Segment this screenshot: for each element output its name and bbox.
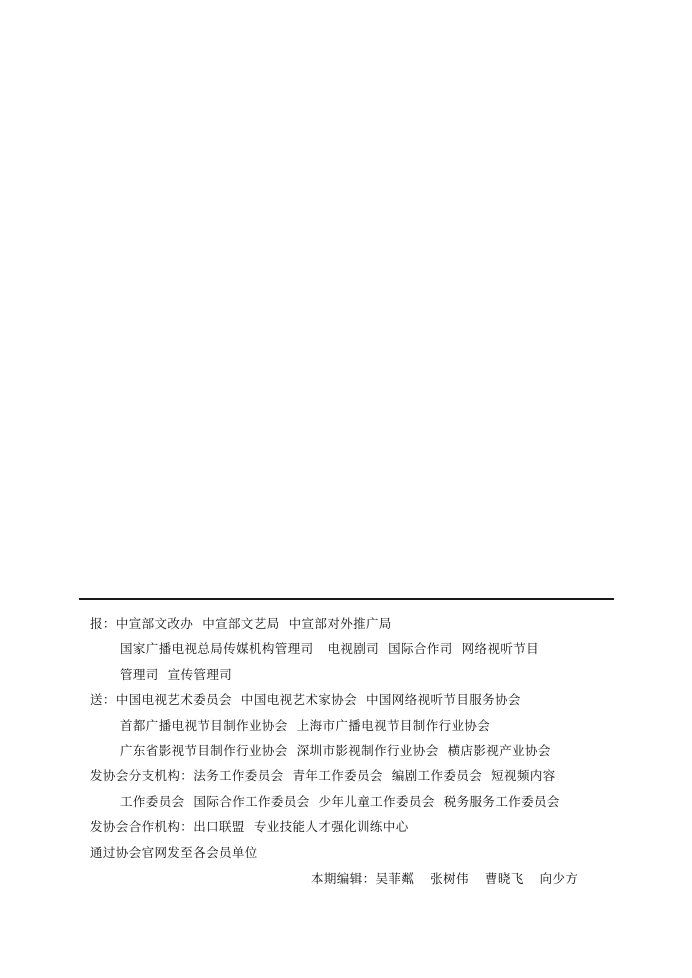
editor-name: 曹晓飞 [484, 871, 524, 886]
branch-name: 青年工作委员会 [292, 768, 383, 783]
editor-name: 张树伟 [430, 871, 469, 886]
partner-name: 出口联盟 [193, 819, 245, 834]
report-line-1 [90, 616, 392, 632]
report-line-3 [120, 667, 232, 683]
editors-label: 本期编辑： [311, 871, 376, 886]
send-recipient: 中国电视艺术家协会 [240, 692, 358, 707]
send-line-3 [120, 743, 551, 759]
branch-name: 法务工作委员会 [193, 768, 284, 783]
website-note: 通过协会官网发至各会员单位 [90, 845, 258, 860]
partners-line [90, 819, 409, 835]
report-recipient: 宣传管理司 [167, 667, 233, 682]
report-recipient: 管理司 [120, 667, 159, 682]
report-recipient: 国际合作司 [388, 641, 453, 656]
branches-line-1 [90, 768, 556, 784]
branches-label: 发协会分支机构： [90, 768, 194, 783]
branch-name: 工作委员会 [120, 794, 185, 809]
branch-name: 少年儿童工作委员会 [318, 794, 435, 809]
editors-line [311, 871, 578, 887]
website-line [90, 845, 258, 861]
editor-name: 吴菲粼 [375, 871, 415, 886]
branch-name: 短视频内容 [491, 768, 556, 783]
branch-name: 国际合作工作委员会 [193, 794, 310, 809]
report-line-2 [120, 641, 539, 657]
send-recipient: 上海市广播电视节目制作行业协会 [296, 718, 491, 733]
report-recipient: 网络视听节目 [461, 641, 540, 656]
send-line-2 [120, 718, 490, 734]
partner-name: 专业技能人才强化训练中心 [253, 819, 409, 834]
partners-label: 发协会合作机构： [90, 819, 194, 834]
send-recipient: 中国电视艺术委员会 [115, 692, 232, 707]
report-recipient: 中宣部文改办 [115, 616, 194, 631]
send-label: 送： [90, 692, 116, 707]
report-recipient: 中宣部文艺局 [202, 616, 280, 631]
send-recipient: 横店影视产业协会 [447, 743, 551, 758]
report-recipient: 电视剧司 [327, 641, 380, 656]
branch-name: 税务服务工作委员会 [443, 794, 560, 809]
branches-line-2 [120, 794, 560, 810]
report-label: 报： [90, 616, 116, 631]
distribution-divider [79, 598, 614, 600]
send-recipient: 首都广播电视节目制作业协会 [120, 718, 288, 733]
editor-name: 向少方 [539, 871, 579, 886]
send-line-1 [90, 692, 521, 708]
branch-name: 编剧工作委员会 [391, 768, 483, 783]
send-recipient: 广东省影视节目制作行业协会 [120, 743, 288, 758]
send-recipient: 中国网络视听节目服务协会 [366, 692, 521, 707]
report-recipient: 中宣部对外推广局 [288, 616, 392, 631]
send-recipient: 深圳市影视制作行业协会 [296, 743, 439, 758]
report-recipient: 国家广播电视总局传媒机构管理司 [120, 641, 314, 656]
